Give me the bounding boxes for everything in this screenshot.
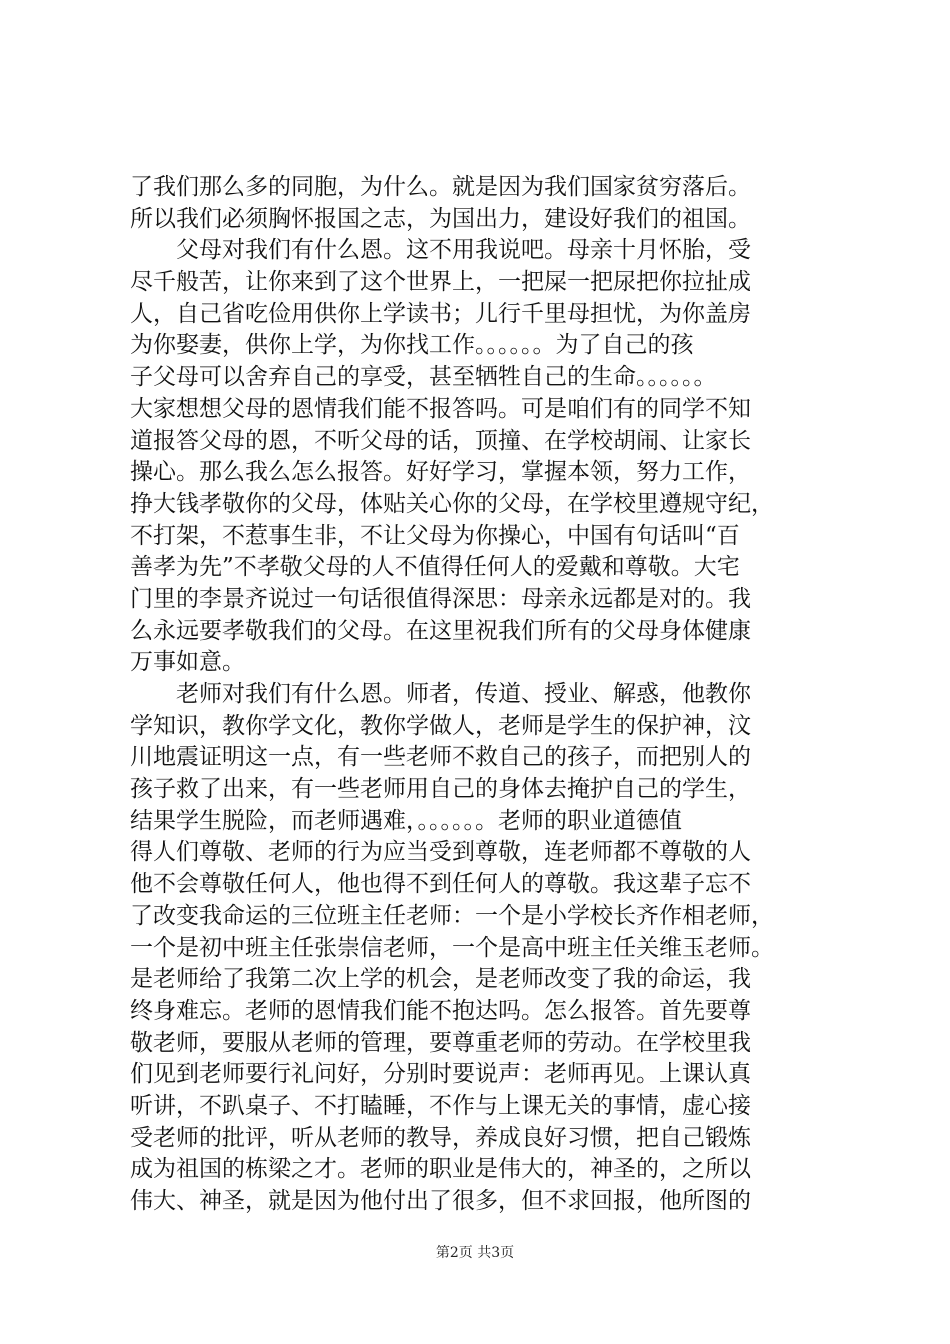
text-line: 操心。那么我么怎么报答。好好学习，掌握本领，努力工作，	[130, 459, 751, 486]
text-line: 老师对我们有什么恩。师者，传道、授业、解惑，他教你	[130, 681, 751, 707]
text-line: 了改变我命运的三位班主任老师：一个是小学校长齐作相老师，	[130, 902, 774, 929]
text-line: 他不会尊敬任何人，他也得不到任何人的尊敬。我这辈子忘不	[130, 871, 751, 898]
text-line: 子父母可以舍弃自己的享受，甚至牺牲自己的生命。。。。。。	[130, 364, 717, 391]
text-line: 结果学生脱险，而老师遇难，。。。。。。老师的职业道德值	[130, 807, 682, 834]
text-line: 所以我们必须胸怀报国之志，为国出力，建设好我们的祖国。	[130, 205, 751, 232]
text-line: 川地震证明这一点，有一些老师不救自己的孩子，而把别人的	[130, 744, 751, 771]
text-line: 为你娶妻，供你上学，为你找工作。。。。。。为了自己的孩	[130, 332, 694, 359]
text-line: 们见到老师要行礼问好，分别时要说声：老师再见。上课认真	[130, 1061, 751, 1088]
text-line: 终身难忘。老师的恩情我们能不抱达吗。怎么报答。首先要尊	[130, 997, 751, 1024]
text-line: 敬老师，要服从老师的管理，要尊重老师的劳动。在学校里我	[130, 1029, 751, 1056]
text-line: 听讲，不趴桌子、不打瞌睡，不作与上课无关的事情，虚心接	[130, 1092, 751, 1119]
text-line: 大家想想父母的恩情我们能不报答吗。可是咱们有的同学不知	[130, 395, 751, 422]
text-line: 父母对我们有什么恩。这不用我说吧。母亲十月怀胎，受	[130, 237, 751, 264]
document-body	[130, 172, 830, 1218]
page-number-footer: 第2页 共3页	[435, 1245, 515, 1261]
text-line: 学知识，教你学文化，教你学做人，老师是学生的保护神，汶	[130, 712, 751, 739]
text-line: 不打架，不惹事生非，不让父母为你操心，中国有句话叫“百	[130, 522, 740, 549]
text-line: 伟大、神圣，就是因为他付出了很多，但不求回报，他所图的	[130, 1188, 751, 1214]
text-line: 是老师给了我第二次上学的机会，是老师改变了我的命运，我	[130, 966, 751, 993]
text-line: 尽千般苦，让你来到了这个世界上，一把屎一把尿把你拉扯成	[130, 269, 751, 296]
text-line: 善孝为先”不孝敬父母的人不值得任何人的爱戴和尊敬。大宅	[130, 554, 740, 581]
text-line: 挣大钱孝敬你的父母，体贴关心你的父母，在学校里遵规守纪，	[130, 490, 774, 517]
text-line: 万事如意。	[130, 649, 245, 676]
text-line: 成为祖国的栋梁之才。老师的职业是伟大的，神圣的，之所以	[130, 1156, 751, 1183]
text-line: 受老师的批评，听从老师的教导，养成良好习惯，把自己锻炼	[130, 1124, 751, 1151]
text-line: 一个是初中班主任张崇信老师，一个是高中班主任关维玉老师。	[130, 934, 774, 961]
text-line: 了我们那么多的同胞，为什么。就是因为我们国家贫穷落后。	[130, 174, 751, 200]
text-line: 么永远要孝敬我们的父母。在这里祝我们所有的父母身体健康	[130, 617, 751, 644]
text-line: 门里的李景齐说过一句话很值得深思：母亲永远都是对的。我	[130, 585, 751, 612]
text-line: 道报答父母的恩，不听父母的话，顶撞、在学校胡闹、让家长	[130, 427, 751, 454]
text-line: 孩子救了出来，有一些老师用自己的身体去掩护自己的学生，	[130, 776, 751, 803]
text-line: 得人们尊敬、老师的行为应当受到尊敬，连老师都不尊敬的人	[130, 839, 751, 866]
text-line: 人，自己省吃俭用供你上学读书；儿行千里母担忧，为你盖房	[130, 300, 751, 327]
